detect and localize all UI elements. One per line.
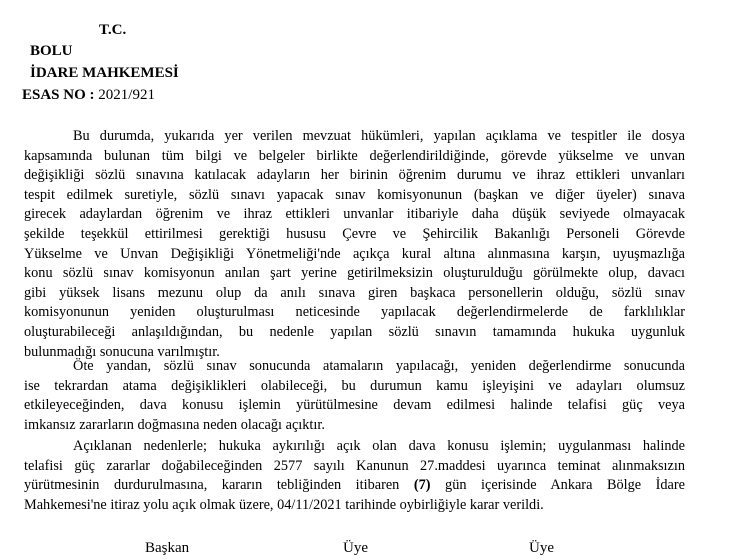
signature-president: Başkan bbox=[145, 540, 190, 556]
paragraph-line-appeal bbox=[24, 476, 685, 496]
paragraph-line: şekilde teşekkül ettirilmesi gerektiği hususu Çevre ve Şehircilik Bakanlığı Personeli Görevde bbox=[24, 225, 685, 242]
header-case-number bbox=[22, 86, 155, 104]
header-court: İDARE MAHKEMESİ bbox=[30, 65, 179, 81]
paragraph-line: bulunmadığı sonucuna varılmıştır. bbox=[24, 343, 220, 360]
paragraph-line: Mahkemesi'ne itiraz yolu açık olmak üzere, 04/11/2021 tarihinde oybirliğiyle karar verildi. bbox=[24, 496, 544, 513]
paragraph-line: oluşturabileceği anlaşıldığından, bu nedenle yapılan sözlü sınavın tamamında hukuka uygunluk bbox=[24, 323, 685, 340]
paragraph-line: kapsamında bulunan tüm bilgi ve belgeler birlikte değerlendirildiğinde, görevde yükselme ve unvan bbox=[24, 147, 685, 164]
paragraph-line: Yükselme ve Unvan Değişikliği Yönetmeliği'nde açıkça kural altına alınmasına karşın, uyuşmazlığa bbox=[24, 245, 685, 262]
paragraph-line: Bu durumda, yukarıda yer verilen mevzuat hükümleri, yapılan açıklama ve tespitler ile dosya bbox=[73, 128, 685, 144]
paragraph-line: değişikliği sözlü sınavına katılacak adayların her birinin öğrenim durumu ve ihraz ettikleri unvanları bbox=[24, 167, 685, 184]
signature-member-1: Üye bbox=[343, 540, 368, 556]
paragraph-line: Açıklanan nedenlerle; hukuka aykırılığı açık olan dava konusu işlemin; uygulanması halinde bbox=[73, 438, 685, 454]
case-number-label: ESAS NO : bbox=[22, 87, 95, 103]
signature-member-2: Üye bbox=[529, 540, 554, 556]
header-tc: T.C. bbox=[99, 22, 127, 38]
paragraph-line: girecek adaylardan öğrenim ve ihraz ettikleri unvanlar itibariyle daha düşük seviyede olmayacak bbox=[24, 206, 685, 223]
paragraph-irreparable-harm bbox=[24, 357, 685, 435]
header-city: BOLU bbox=[30, 43, 73, 59]
paragraph-line: imkansız zararların doğmasına neden olacağı açıktır. bbox=[24, 416, 325, 433]
paragraph-reasoning bbox=[24, 127, 685, 362]
paragraph-line: etkileyeceğinden, dava konusu işlemin yürütülmesine devam edilmesi halinde telafisi güç veya bbox=[24, 397, 685, 414]
paragraph-line: ise tekrardan atama değişiklikleri olabileceği, bu durumun kamu işleyişini ve adayları olumsuz bbox=[24, 377, 685, 394]
paragraph-line: Öte yandan, sözlü sınav sonucunda atamaların yapılacağı, yeniden değerlendirme sonucunda bbox=[73, 358, 685, 374]
paragraph-line: konu sözlü sınav komisyonun anılan şart yerine getirilmeksizin oluşturulduğu görülmekte olup, davacı bbox=[24, 265, 685, 282]
paragraph-decision bbox=[24, 437, 685, 515]
paragraph-line: komisyonunun yeniden oluşturulması neticesinde yapılacak değerlendirmelerde de farklılıklar bbox=[24, 304, 685, 321]
paragraph-line: gibi yüksek lisans mezunu olup da anılı sınava giren başkaca personellerin olduğu, sözlü sınav bbox=[24, 284, 685, 301]
appeal-text-after: gün içerisinde Ankara Bölge İdare bbox=[430, 477, 685, 494]
appeal-days: (7) bbox=[413, 477, 431, 494]
case-number-value: 2021/921 bbox=[98, 87, 155, 103]
paragraph-line: telafisi güç zararlar doğabileceğinden 2577 sayılı Kanunun 27.maddesi uyarınca teminat alınmaksızın bbox=[24, 457, 685, 474]
paragraph-line: tespit edilmek suretiyle, sözlü sınavı yapacak sınav komisyonunun (başkan ve diğer üyeler) sınava bbox=[24, 186, 685, 203]
appeal-text-before: yürütmesinin durdurulmasına, kararın tebliğinden itibaren bbox=[24, 477, 414, 494]
